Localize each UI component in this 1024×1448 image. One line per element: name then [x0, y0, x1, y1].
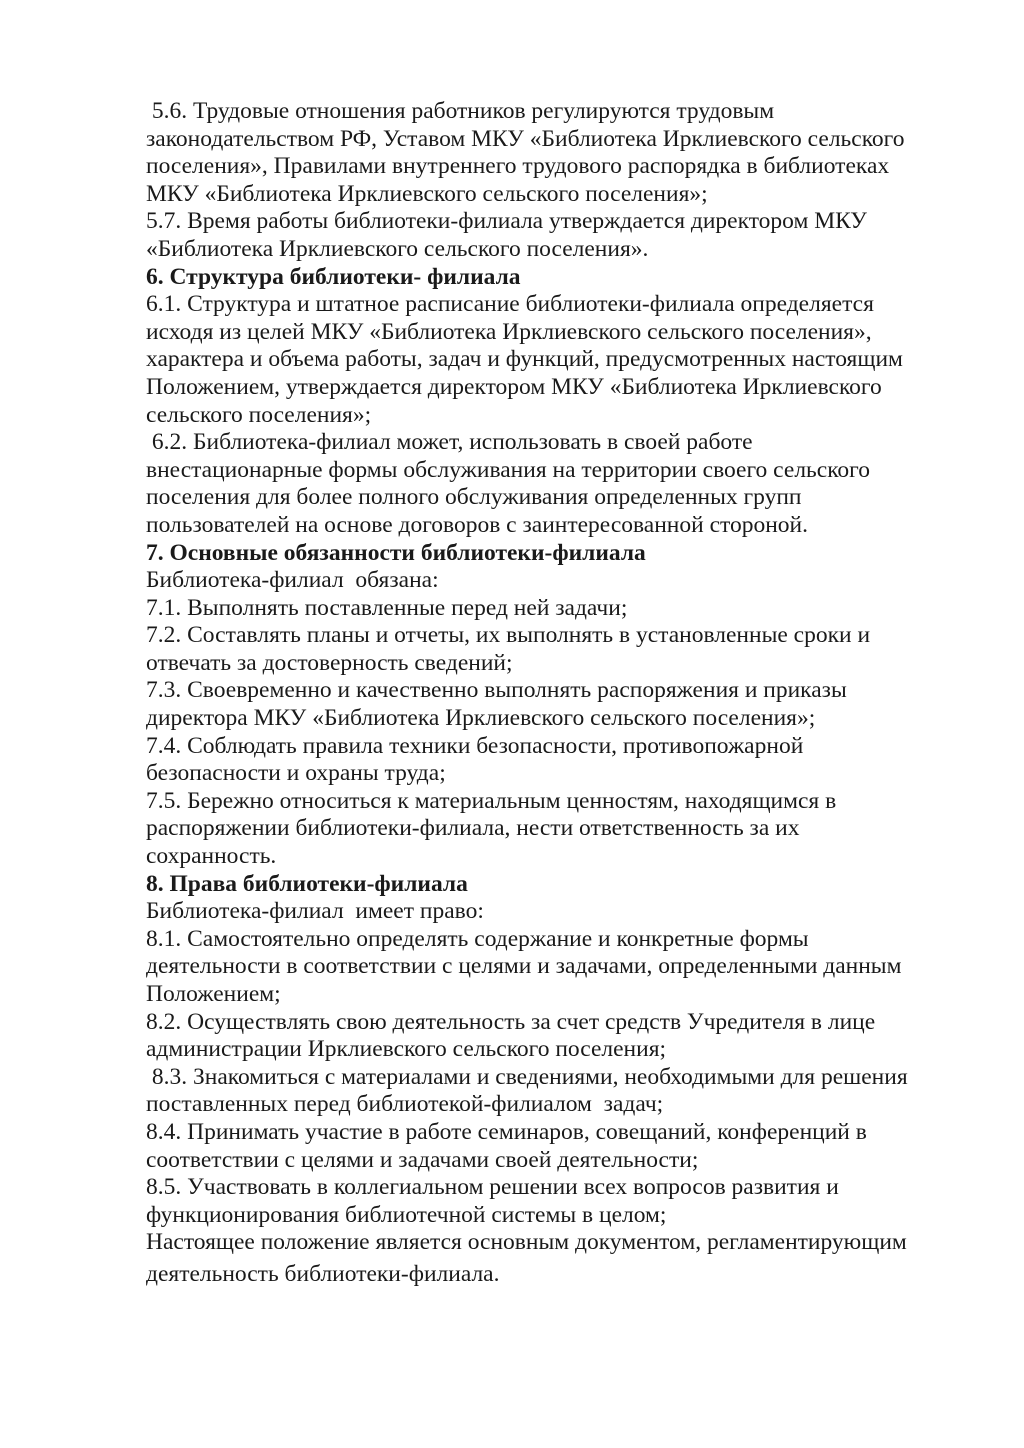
- section-heading: 8. Права библиотеки-филиала: [146, 870, 468, 897]
- document-text-line: пользователей на основе договоров с заинтересованной стороной.: [146, 511, 808, 538]
- document-text-line: поставленных перед библиотекой-филиалом задач;: [146, 1091, 664, 1118]
- document-text-line: директора МКУ «Библиотека Ирклиевского сельского поселения»;: [146, 705, 816, 732]
- document-text-line: 6.1. Структура и штатное расписание библиотеки-филиала определяется: [146, 291, 874, 318]
- document-text-line: 7.5. Бережно относиться к материальным ценностям, находящимся в: [146, 787, 837, 814]
- document-text-line: Настоящее положение является основным документом, регламентирующим: [146, 1229, 907, 1256]
- document-text-line: распоряжении библиотеки-филиала, нести ответственность за их: [146, 815, 800, 842]
- document-text-line: соответствии с целями и задачами своей деятельности;: [146, 1146, 699, 1173]
- document-page: [146, 98, 946, 1289]
- document-text-line: 5.7. Время работы библиотеки-филиала утверждается директором МКУ: [146, 208, 867, 235]
- document-text-line: МКУ «Библиотека Ирклиевского сельского поселения»;: [146, 180, 708, 207]
- document-text-line: Библиотека-филиал обязана:: [146, 567, 439, 594]
- document-text-line: 8.1. Самостоятельно определять содержание и конкретные формы: [146, 925, 809, 952]
- document-text-line: сохранность.: [146, 843, 277, 870]
- document-text-line: отвечать за достоверность сведений;: [146, 649, 513, 676]
- document-text-line: 8.5. Участвовать в коллегиальном решении всех вопросов развития и: [146, 1174, 839, 1201]
- document-text-line: деятельность библиотеки-филиала.: [146, 1260, 500, 1287]
- document-text-line: 7.2. Составлять планы и отчеты, их выполнять в установленные сроки и: [146, 622, 871, 649]
- document-text-line: администрации Ирклиевского сельского поселения;: [146, 1036, 667, 1063]
- document-text-line: исходя из целей МКУ «Библиотека Ирклиевского сельского поселения»,: [146, 318, 872, 345]
- document-text-line: 7.1. Выполнять поставленные перед ней задачи;: [146, 594, 628, 621]
- document-text-line: 5.6. Трудовые отношения работников регулируются трудовым: [146, 98, 775, 124]
- document-text-line: деятельности в соответствии с целями и задачами, определенными данным: [146, 953, 902, 980]
- document-text-line: сельского поселения»;: [146, 401, 372, 428]
- document-text-line: 7.3. Своевременно и качественно выполнять распоряжения и приказы: [146, 677, 847, 704]
- document-text-line: безопасности и охраны труда;: [146, 760, 446, 787]
- document-text-line: 6.2. Библиотека-филиал может, использовать в своей работе: [146, 429, 753, 456]
- document-text-line: 8.4. Принимать участие в работе семинаров, совещаний, конференций в: [146, 1118, 867, 1145]
- document-text-line: характера и объема работы, задач и функций, предусмотренных настоящим: [146, 346, 903, 373]
- document-text-line: Библиотека-филиал имеет право:: [146, 898, 484, 925]
- document-text-line: Положением;: [146, 981, 281, 1007]
- document-text-line: законодательством РФ, Уставом МКУ «Библиотека Ирклиевского сельского: [146, 125, 905, 152]
- document-text-line: «Библиотека Ирклиевского сельского поселения».: [146, 235, 649, 262]
- document-text-line: 8.3. Знакомиться с материалами и сведениями, необходимыми для решения: [146, 1063, 908, 1090]
- document-text-line: функционирования библиотечной системы в целом;: [146, 1201, 667, 1228]
- document-text-line: 7.4. Соблюдать правила техники безопасности, противопожарной: [146, 732, 804, 759]
- section-heading: 6. Структура библиотеки- филиала: [146, 263, 521, 290]
- document-text-line: поселения», Правилами внутреннего трудового распорядка в библиотеках: [146, 153, 890, 180]
- document-text-line: 8.2. Осуществлять свою деятельность за счет средств Учредителя в лице: [146, 1008, 876, 1035]
- section-heading: 7. Основные обязанности библиотеки-филиала: [146, 539, 646, 566]
- document-text-line: поселения для более полного обслуживания определенных групп: [146, 484, 802, 511]
- document-text-line: Положением, утверждается директором МКУ «Библиотека Ирклиевского: [146, 373, 882, 400]
- document-text-line: внестационарные формы обслуживания на территории своего сельского: [146, 456, 870, 483]
